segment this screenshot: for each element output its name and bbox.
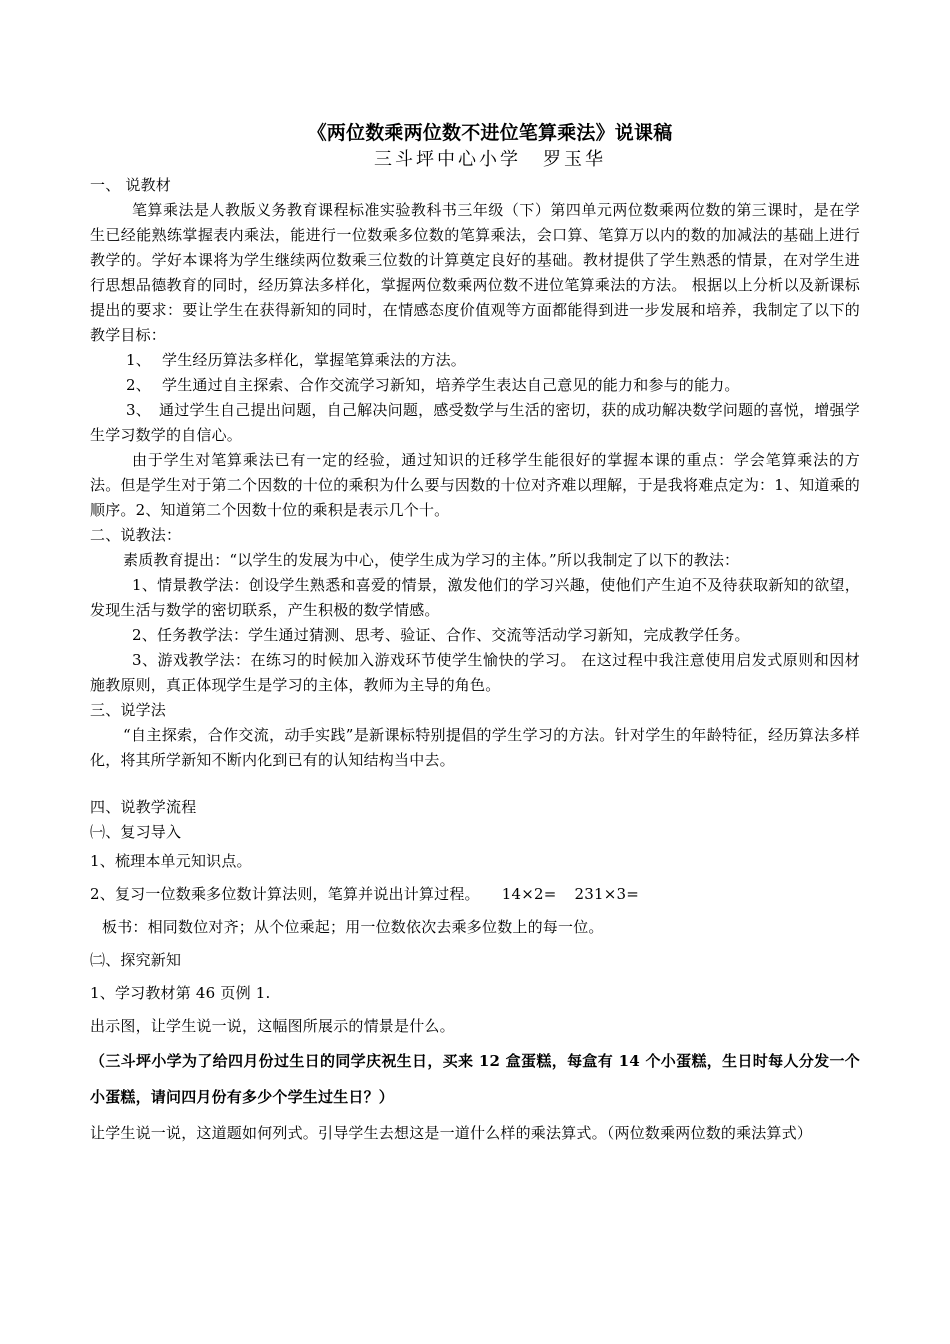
review-line-2-text: 2、复习一位数乘多位数计算法则，笔算并说出计算过程。 — [90, 885, 480, 903]
word-problem: （三斗坪小学为了给四月份过生日的同学庆祝生日，买来 12 盒蛋糕，每盒有 14 个小蛋糕，生日时每人分发一个小蛋糕，请问四月份有多少个学生过生日？） — [90, 1052, 860, 1106]
blank-line — [90, 773, 860, 795]
document-title: 《两位数乘两位数不进位笔算乘法》说课稿 — [307, 122, 673, 144]
goal-item-1 — [90, 348, 860, 373]
subsection-explore: ㈡、探究新知 — [90, 951, 182, 969]
method-item-2: 2、任务教学法：学生通过猜测、思考、验证、合作、交流等活动学习新知，完成教学任务。 — [132, 626, 750, 644]
goal-text: 通过学生自己提出问题，自己解决问题，感受数学与生活的密切，获的成功解决数学问题的喜悦，增强学生学习数学的自信心。 — [90, 401, 860, 444]
calculation-2: 231×3= — [574, 885, 640, 903]
explore-line-2: 出示图，让学生说一说，这幅图所展示的情景是什么。 — [90, 1017, 455, 1035]
goal-text: 学生通过自主探索、合作交流学习新知，培养学生表达自己意见的能力和参与的能力。 — [162, 376, 740, 394]
section-heading-4: 四、说教学流程 — [90, 798, 197, 816]
paragraph-textbook-intro: 笔算乘法是人教版义务教育课程标准实验教科书三年级（下）第四单元两位数乘两位数的第三课时，是在学生已经能熟练掌握表内乘法，能进行一位数乘多位数的笔算乘法，会口算、笔算万以内的数的加减法的基础上进行教学的。学好本课将为学生继续两位数乘三位数的计算奠定良好的基础。教材提供了学生熟悉的情景，在对学生进行思想品德教育的同时，经历算法多样化，掌握两位数乘两位数不进位笔算乘法的方法。 根据以上分析以及新课标提出的要求：要让学生在获得新知的同时，在情感态度价值观等方面都能得到进一步发展和培养，我制定了以下的教学目标： — [90, 201, 860, 344]
paragraph-learning-method: “自主探索，合作交流，动手实践”是新课标特别提倡的学生学习的方法。针对学生的年龄特征，经历算法多样化，将其所学新知不断内化到已有的认知结构当中去。 — [90, 726, 860, 769]
goal-item-2 — [90, 373, 860, 398]
author-school: 三斗坪中心小学 — [374, 149, 521, 170]
author-line — [120, 147, 860, 173]
paragraph-key-difficulty: 由于学生对笔算乘法已有一定的经验，通过知识的迁移学生能很好的掌握本课的重点：学会笔算乘法的方法。但是学生对于第二个因数的十位的乘积为什么要与因数的十位对齐难以理解，于是我将难点定为：1、知道乘的顺序。2、知道第二个因数十位的乘积是表示几个十。 — [90, 451, 860, 519]
method-item-3: 3、游戏教学法：在练习的时候加入游戏环节使学生愉快的学习。 在这过程中我注意使用启发式原则和因材施教原则，真正体现学生是学习的主体，教师为主导的角色。 — [90, 651, 860, 694]
review-line-2 — [90, 878, 860, 911]
review-line-1: 1、梳理本单元知识点。 — [90, 852, 252, 870]
section-heading-1: 一、 说教材 — [90, 176, 171, 194]
blackboard-note: 板书：相同数位对齐；从个位乘起；用一位数依次去乘多位数上的每一位。 — [102, 918, 604, 936]
calculation-1: 14×2= — [501, 885, 557, 903]
goal-number: 3、 — [126, 401, 151, 419]
document-page — [90, 120, 860, 1151]
goal-number: 1、 — [126, 351, 151, 369]
section-heading-2: 二、说教法： — [90, 526, 182, 544]
subsection-review: ㈠、复习导入 — [90, 823, 182, 841]
goal-item-3 — [90, 398, 860, 448]
explore-line-3: 让学生说一说，这道题如何列式。引导学生去想这是一道什么样的乘法算式。（两位数乘两位数的乘法算式） — [90, 1124, 813, 1142]
paragraph-teaching-intro: 素质教育提出：“以学生的发展为中心，使学生成为学习的主体。”所以我制定了以下的教法： — [123, 551, 740, 569]
method-item-1: 1、情景教学法：创设学生熟悉和喜爱的情景，激发他们的学习兴趣，使他们产生迫不及待获取新知的欲望，发现生活与数学的密切联系，产生积极的数学情感。 — [90, 576, 860, 619]
author-name: 罗玉华 — [543, 149, 606, 170]
explore-line-1: 1、学习教材第 46 页例 1. — [90, 984, 271, 1002]
goal-text: 学生经历算法多样化，掌握笔算乘法的方法。 — [162, 351, 467, 369]
goal-number: 2、 — [126, 376, 151, 394]
section-heading-3: 三、说学法 — [90, 701, 167, 719]
